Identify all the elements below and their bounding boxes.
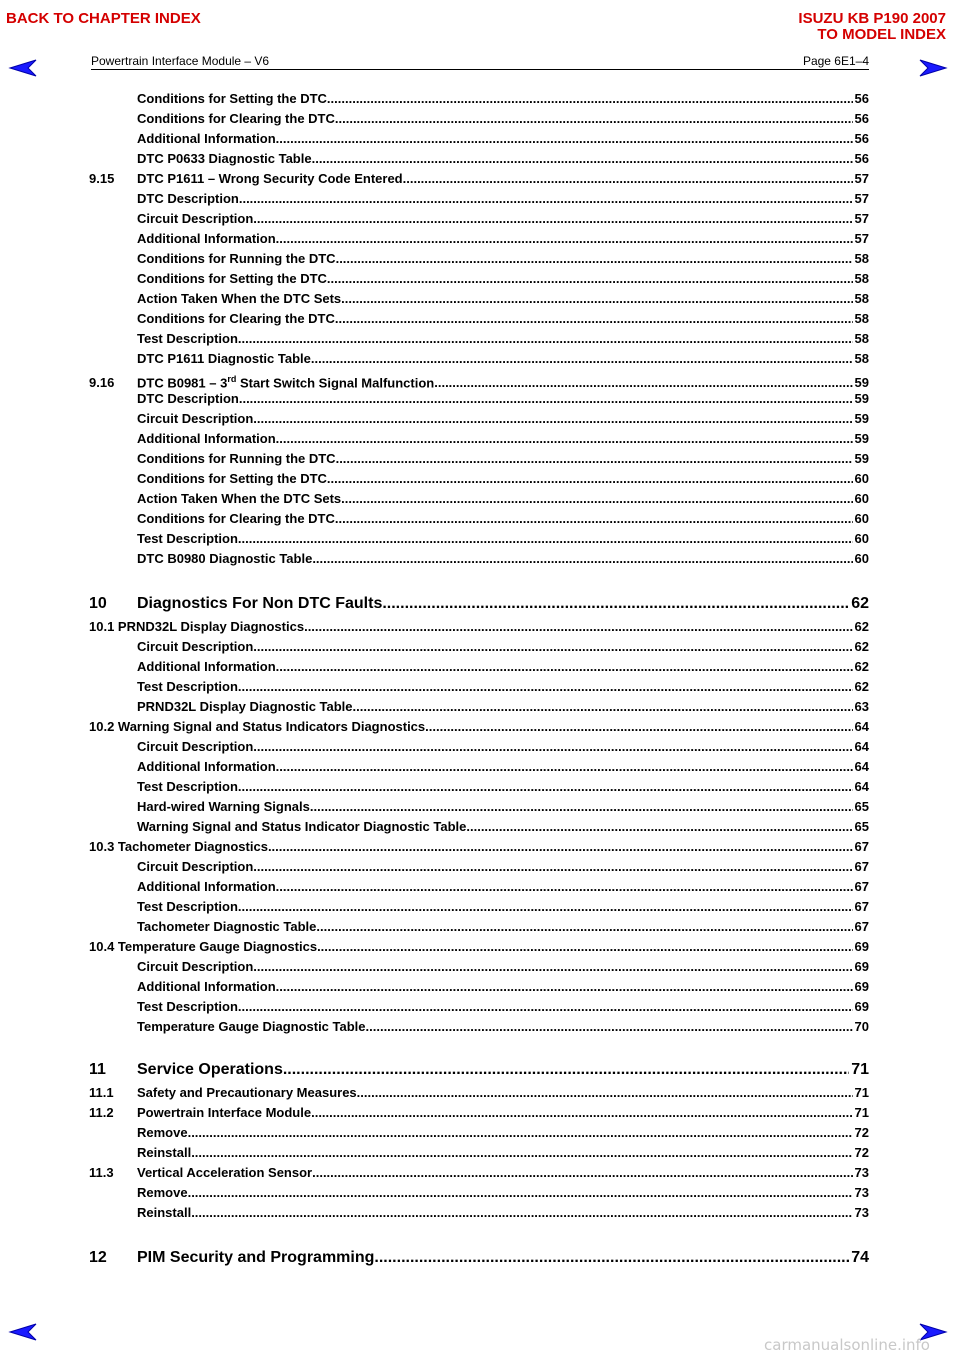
toc-title: Remove — [137, 1125, 188, 1140]
toc-leader-dots — [314, 349, 852, 369]
toc-page-number: 67 — [854, 839, 869, 854]
toc-page-number: 70 — [854, 1019, 869, 1034]
toc-page-number: 57 — [854, 211, 869, 226]
document-title: Powertrain Interface Module – V6 — [91, 54, 270, 68]
toc-entry[interactable] — [89, 697, 869, 717]
toc-leader-dots — [239, 389, 853, 409]
toc-title: Powertrain Interface Module — [137, 1105, 312, 1120]
toc-leader-dots — [238, 777, 853, 797]
toc-page-number: 62 — [854, 619, 869, 634]
toc-leader-dots — [304, 617, 852, 637]
toc-page-number: 73 — [854, 1205, 869, 1220]
toc-leader-dots — [276, 429, 853, 449]
toc-entry[interactable] — [89, 129, 869, 149]
toc-entry[interactable] — [89, 737, 869, 757]
toc-leader-dots — [238, 329, 853, 349]
toc-page-number: 58 — [854, 311, 869, 326]
toc-title: 10.2 Warning Signal and Status Indicators Diagnostics. — [89, 719, 429, 734]
toc-title: Test Description — [137, 679, 238, 694]
toc-entry[interactable] — [89, 1057, 869, 1083]
toc-entry[interactable] — [89, 837, 869, 857]
toc-title: Conditions for Setting the DTC — [137, 271, 327, 286]
toc-entry[interactable] — [89, 249, 869, 269]
toc-title: Service Operations — [137, 1061, 283, 1078]
toc-entry[interactable] — [89, 717, 869, 737]
toc-title: Test Description — [137, 999, 238, 1014]
toc-page-number: 64 — [854, 759, 869, 774]
toc-entry[interactable] — [89, 817, 869, 837]
toc-entry[interactable] — [89, 1103, 869, 1123]
toc-leader-dots — [327, 469, 853, 489]
toc-page-number: 58 — [854, 291, 869, 306]
toc-leader-dots — [276, 229, 853, 249]
toc-title: 10.1 PRND32L Display Diagnostics — [89, 619, 305, 634]
toc-title: Circuit Description — [137, 211, 254, 226]
toc-title: Additional Information — [137, 879, 276, 894]
toc-leader-dots — [283, 1057, 849, 1083]
toc-title: Circuit Description — [137, 959, 254, 974]
toc-section-number: 9.16 — [89, 375, 115, 391]
toc-entry[interactable] — [89, 169, 869, 189]
toc-title: Circuit Description — [137, 639, 254, 654]
toc-page-number: 73 — [854, 1165, 869, 1180]
toc-entry[interactable] — [89, 677, 869, 697]
toc-leader-dots — [317, 937, 852, 957]
toc-title: Test Description — [137, 779, 238, 794]
toc-leader-dots — [239, 189, 853, 209]
toc-page-number: 56 — [854, 151, 869, 166]
toc-leader-dots — [188, 1123, 853, 1143]
toc-page-number: 60 — [854, 551, 869, 566]
toc-leader-dots — [191, 1143, 852, 1163]
toc-page-number: 62 — [854, 659, 869, 674]
toc-entry[interactable] — [89, 429, 869, 449]
toc-leader-dots — [253, 209, 852, 229]
toc-page-number: 59 — [854, 451, 869, 466]
toc-entry[interactable] — [89, 509, 869, 529]
toc-leader-dots — [382, 591, 849, 617]
toc-page-number: 65 — [854, 799, 869, 814]
next-page-arrow-icon[interactable] — [918, 58, 948, 78]
toc-title: PRND32L Display Diagnostic Table — [137, 699, 353, 714]
toc-title: Vertical Acceleration Sensor — [137, 1165, 313, 1180]
toc-page-number: 58 — [854, 351, 869, 366]
toc-page-number: 69 — [854, 959, 869, 974]
toc-page-number: 58 — [854, 251, 869, 266]
toc-title: Temperature Gauge Diagnostic Table — [137, 1019, 366, 1034]
toc-page-number: 67 — [854, 899, 869, 914]
toc-page-number: 72 — [854, 1145, 869, 1160]
toc-title: Action Taken When the DTC Sets — [137, 491, 342, 506]
toc-title: DTC Description — [137, 391, 239, 406]
toc-spacer — [89, 569, 869, 591]
toc-leader-dots — [253, 857, 852, 877]
toc-leader-dots — [238, 997, 853, 1017]
toc-page-number: 71 — [854, 1105, 869, 1120]
toc-entry[interactable] — [89, 269, 869, 289]
toc-leader-dots — [253, 737, 852, 757]
toc-title: 10.4 Temperature Gauge Diagnostics — [89, 939, 318, 954]
toc-entry[interactable] — [89, 389, 869, 409]
toc-leader-dots — [353, 697, 853, 717]
toc-page-number: 58 — [854, 271, 869, 286]
toc-entry[interactable] — [89, 917, 869, 937]
toc-leader-dots — [276, 757, 853, 777]
toc-leader-dots — [238, 529, 853, 549]
toc-section-number: 9.15 — [89, 171, 115, 186]
toc-page-number: 60 — [854, 491, 869, 506]
toc-entry[interactable] — [89, 1017, 869, 1037]
toc-page-number: 64 — [854, 739, 869, 754]
toc-title: Circuit Description — [137, 859, 254, 874]
toc-leader-dots — [238, 677, 853, 697]
page-number: Page 6E1–4 — [802, 54, 869, 68]
toc-page-number: 62 — [854, 639, 869, 654]
toc-page-number: 63 — [854, 699, 869, 714]
toc-leader-dots — [276, 977, 853, 997]
toc-page-number: 74 — [851, 1249, 869, 1266]
toc-section-number: 11 — [89, 1061, 106, 1078]
toc-page-number: 60 — [854, 511, 869, 526]
toc-page-number: 57 — [854, 231, 869, 246]
toc-spacer — [89, 1037, 869, 1057]
toc-section-number: 11.2 — [89, 1105, 114, 1120]
toc-entry[interactable] — [89, 997, 869, 1017]
prev-page-arrow-icon[interactable] — [8, 58, 38, 78]
back-to-chapter-index-link[interactable]: BACK TO CHAPTER INDEX — [6, 10, 201, 27]
toc-title: Conditions for Setting the DTC — [137, 91, 327, 106]
toc-title: Reinstall — [137, 1205, 192, 1220]
toc-entry[interactable] — [89, 937, 869, 957]
toc-page-number: 56 — [854, 131, 869, 146]
toc-entry[interactable] — [89, 757, 869, 777]
toc-page-number: 69 — [854, 979, 869, 994]
toc-entry[interactable] — [89, 1183, 869, 1203]
toc-title: Additional Information — [137, 131, 276, 146]
toc-page-number: 64 — [854, 779, 869, 794]
toc-title: Warning Signal and Status Indicator Diagnostic Table — [137, 819, 467, 834]
toc-entry[interactable] — [89, 977, 869, 997]
toc-leader-dots — [466, 817, 852, 837]
toc-title: DTC Description — [137, 191, 239, 206]
toc-leader-dots — [310, 797, 853, 817]
toc-entry[interactable] — [89, 957, 869, 977]
toc-leader-dots — [268, 837, 853, 857]
toc-leader-dots — [238, 897, 853, 917]
toc-entry[interactable] — [89, 857, 869, 877]
toc-entry[interactable] — [89, 109, 869, 129]
toc-title: DTC P1611 – Wrong Security Code Entered — [137, 171, 403, 186]
toc-entry[interactable] — [89, 529, 869, 549]
toc-leader-dots — [188, 1183, 853, 1203]
toc-leader-dots — [336, 249, 853, 269]
toc-title: DTC P0633 Diagnostic Table. — [137, 151, 316, 166]
toc-entry[interactable] — [89, 369, 869, 389]
toc-leader-dots — [341, 289, 852, 309]
toc-entry[interactable] — [89, 309, 869, 329]
toc-leader-dots — [276, 129, 853, 149]
toc-leader-dots — [312, 1163, 852, 1183]
toc-entry[interactable] — [89, 591, 869, 617]
to-model-index-label: TO MODEL INDEX — [817, 26, 946, 43]
toc-page-number: 67 — [854, 919, 869, 934]
toc-title: Additional Information — [137, 759, 276, 774]
toc-entry[interactable] — [89, 1163, 869, 1183]
toc-entry[interactable] — [89, 797, 869, 817]
toc-title: Conditions for Clearing the DTC — [137, 511, 335, 526]
toc-page-number: 67 — [854, 879, 869, 894]
toc-title: PIM Security and Programming — [137, 1249, 375, 1266]
toc-leader-dots — [335, 509, 853, 529]
table-of-contents — [89, 89, 869, 1271]
toc-entry[interactable] — [89, 89, 869, 109]
toc-entry[interactable] — [89, 149, 869, 169]
toc-page-number: 57 — [854, 191, 869, 206]
toc-title: DTC B0981 – 3rd Start Switch Signal Malfunction — [137, 374, 435, 391]
toc-page-number: 72 — [854, 1125, 869, 1140]
toc-title: Test Description — [137, 531, 238, 546]
toc-page-number: 71 — [854, 1085, 869, 1100]
toc-title: Reinstall — [137, 1145, 192, 1160]
toc-entry[interactable] — [89, 449, 869, 469]
toc-leader-dots — [336, 449, 853, 469]
toc-leader-dots — [276, 877, 853, 897]
toc-title: Additional Information — [137, 659, 276, 674]
toc-leader-dots — [315, 149, 852, 169]
prev-page-bottom-arrow-icon[interactable] — [8, 1322, 38, 1342]
toc-entry[interactable] — [89, 549, 869, 569]
toc-title: Tachometer Diagnostic Table — [137, 919, 317, 934]
toc-leader-dots — [312, 549, 852, 569]
toc-page-number: 59 — [854, 391, 869, 406]
toc-leader-dots — [341, 489, 852, 509]
toc-title: Conditions for Running the DTC — [137, 451, 336, 466]
toc-title: Action Taken When the DTC Sets — [137, 291, 342, 306]
toc-page-number: 59 — [854, 431, 869, 446]
toc-title: Conditions for Clearing the DTC — [137, 111, 335, 126]
toc-title: Circuit Description — [137, 411, 254, 426]
toc-leader-dots — [335, 309, 853, 329]
toc-entry[interactable] — [89, 777, 869, 797]
toc-entry[interactable] — [89, 409, 869, 429]
toc-entry[interactable] — [89, 469, 869, 489]
toc-page-number: 60 — [854, 531, 869, 546]
toc-entry[interactable] — [89, 289, 869, 309]
toc-leader-dots — [366, 1017, 853, 1037]
toc-leader-dots — [276, 657, 853, 677]
toc-page-number: 59 — [854, 375, 869, 391]
toc-leader-dots — [374, 1245, 849, 1271]
toc-page-number: 71 — [851, 1061, 869, 1078]
toc-page-number: 56 — [854, 91, 869, 106]
toc-title: Conditions for Clearing the DTC — [137, 311, 335, 326]
toc-leader-dots — [335, 109, 853, 129]
toc-page-number: 62 — [854, 679, 869, 694]
toc-leader-dots — [327, 89, 853, 109]
toc-page-number: 62 — [851, 595, 869, 612]
toc-title: 10.3 Tachometer Diagnostics — [89, 839, 268, 854]
toc-entry[interactable] — [89, 489, 869, 509]
toc-section-number: 11.3 — [89, 1165, 114, 1180]
toc-title: Hard-wired Warning Signals — [137, 799, 310, 814]
toc-section-number: 10 — [89, 595, 107, 612]
toc-title: Circuit Description — [137, 739, 254, 754]
toc-entry[interactable] — [89, 209, 869, 229]
toc-title: DTC P1611 Diagnostic Table. — [137, 351, 315, 366]
toc-section-number: 12 — [89, 1249, 107, 1266]
toc-page-number: 65 — [854, 819, 869, 834]
toc-page-number: 73 — [854, 1185, 869, 1200]
toc-page-number: 60 — [854, 471, 869, 486]
toc-leader-dots — [316, 917, 852, 937]
toc-page-number: 69 — [854, 999, 869, 1014]
toc-page-number: 57 — [854, 171, 869, 186]
toc-entry[interactable] — [89, 1123, 869, 1143]
model-index-link[interactable] — [798, 11, 946, 43]
toc-title: Additional Information — [137, 431, 276, 446]
toc-leader-dots — [357, 1083, 853, 1103]
toc-page-number: 67 — [854, 859, 869, 874]
model-name-label: ISUZU KB P190 2007 — [798, 10, 946, 27]
toc-entry[interactable] — [89, 1245, 869, 1271]
toc-entry[interactable] — [89, 637, 869, 657]
toc-leader-dots — [403, 169, 853, 189]
toc-entry[interactable] — [89, 617, 869, 637]
toc-leader-dots — [311, 1103, 852, 1123]
toc-page-number: 58 — [854, 331, 869, 346]
toc-title: Remove — [137, 1185, 188, 1200]
toc-spacer — [89, 1223, 869, 1245]
toc-page-number: 64 — [854, 719, 869, 734]
toc-section-number: 11.1 — [89, 1085, 114, 1100]
toc-title: Additional Information — [137, 979, 276, 994]
toc-entry[interactable] — [89, 349, 869, 369]
toc-entry[interactable] — [89, 229, 869, 249]
toc-leader-dots — [253, 409, 852, 429]
toc-page-number: 59 — [854, 411, 869, 426]
toc-title: Additional Information — [137, 231, 276, 246]
toc-leader-dots — [327, 269, 853, 289]
toc-page-number: 56 — [854, 111, 869, 126]
toc-entry[interactable] — [89, 1083, 869, 1103]
toc-entry[interactable] — [89, 329, 869, 349]
toc-entry[interactable] — [89, 657, 869, 677]
toc-page-number: 69 — [854, 939, 869, 954]
toc-leader-dots — [429, 717, 853, 737]
toc-entry[interactable] — [89, 1203, 869, 1223]
toc-title: Test Description — [137, 899, 238, 914]
toc-leader-dots — [191, 1203, 852, 1223]
toc-title: DTC B0980 Diagnostic Table — [137, 551, 313, 566]
toc-leader-dots — [253, 637, 852, 657]
toc-title: Conditions for Setting the DTC — [137, 471, 327, 486]
toc-entry[interactable] — [89, 189, 869, 209]
toc-leader-dots — [253, 957, 852, 977]
toc-entry[interactable] — [89, 1143, 869, 1163]
toc-entry[interactable] — [89, 877, 869, 897]
watermark: carmanualsonline.info — [764, 1336, 930, 1354]
toc-title: Conditions for Running the DTC — [137, 251, 336, 266]
toc-entry[interactable] — [89, 897, 869, 917]
toc-title: Diagnostics For Non DTC Faults — [137, 595, 383, 612]
toc-title: Safety and Precautionary Measures — [137, 1085, 357, 1100]
header-divider — [91, 69, 869, 70]
toc-title: Test Description — [137, 331, 238, 346]
